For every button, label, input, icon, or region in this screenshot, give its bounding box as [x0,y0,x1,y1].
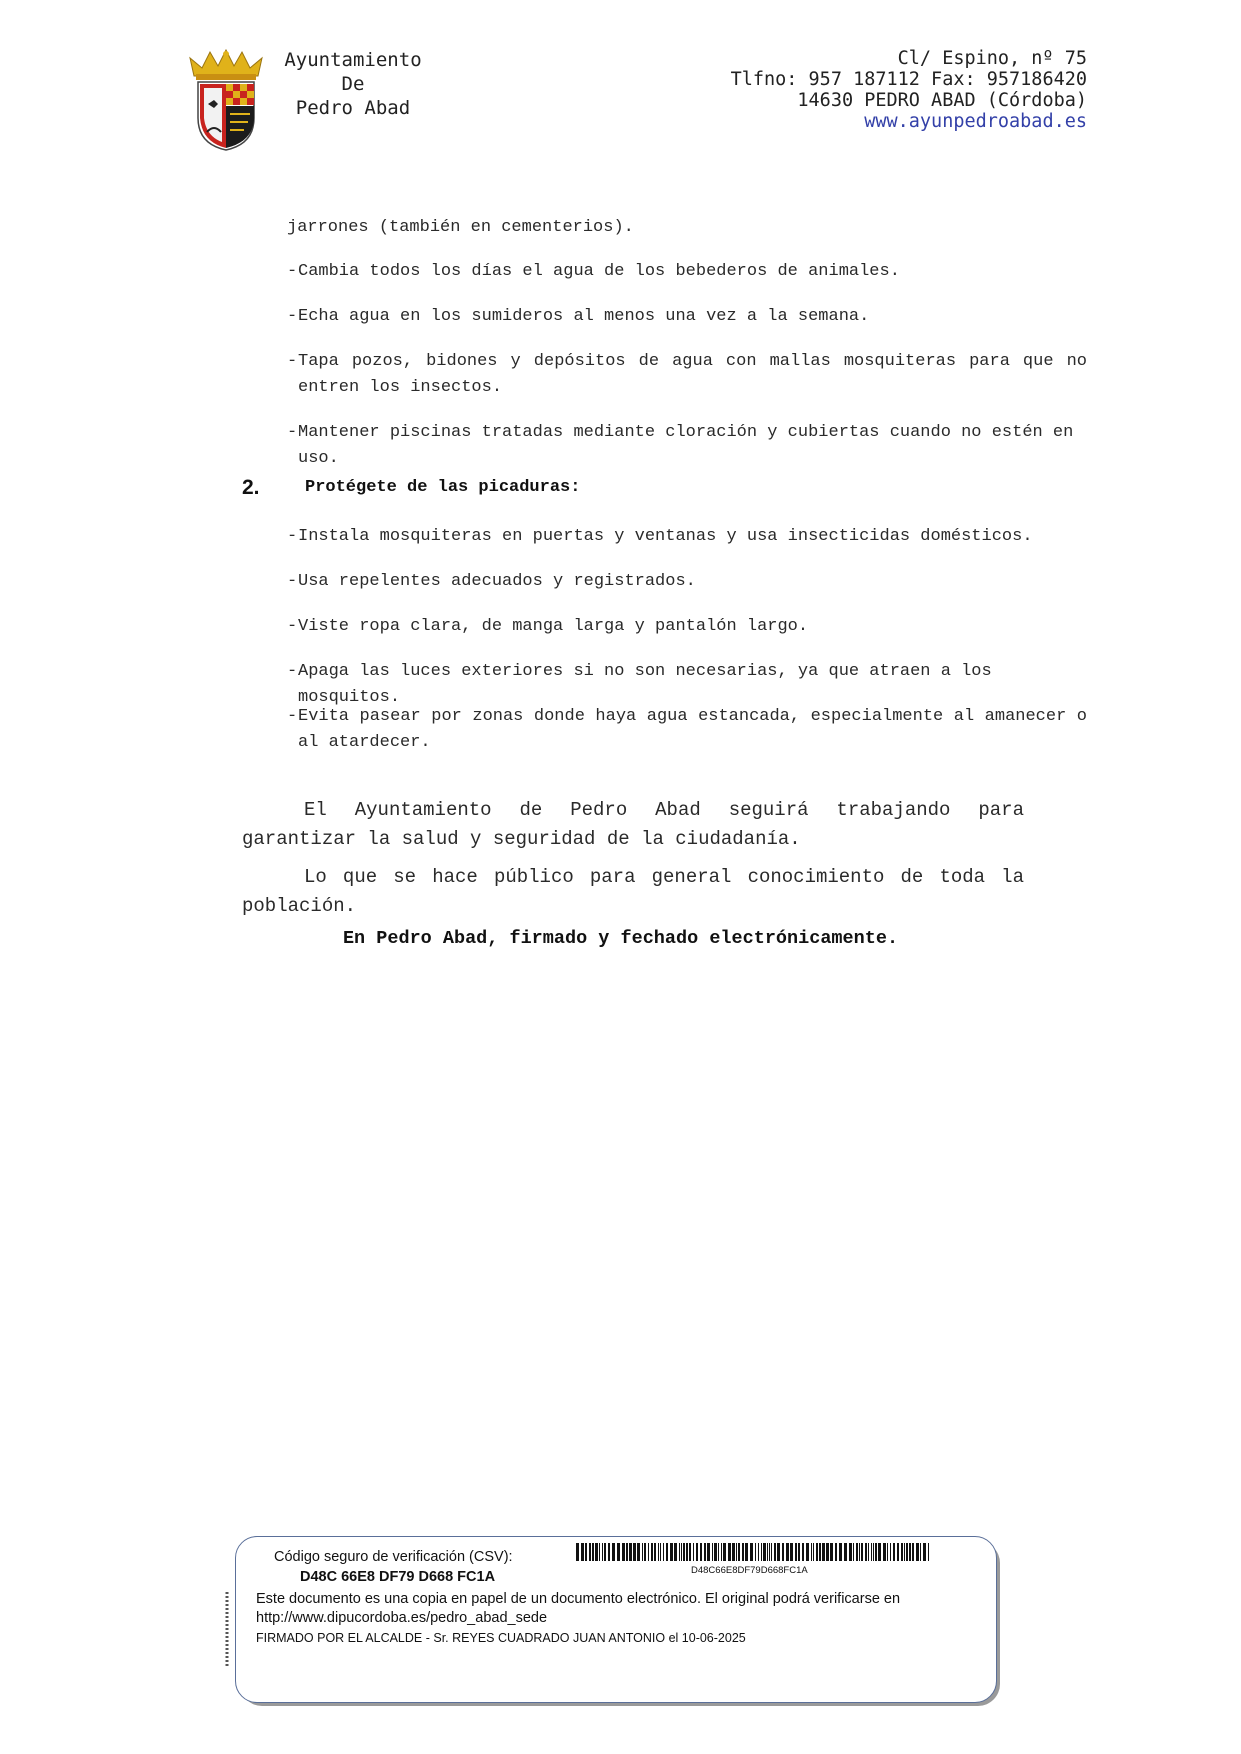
body-paragraph [242,796,1024,854]
section-number: 2. [242,476,260,499]
contact-block [731,48,1087,132]
list-item [287,420,1087,472]
bullet-dash: - [287,352,298,371]
list-item-text: Evita pasear por zonas donde haya agua estancada, especialmente al amanecer o al atardecer. [298,707,1087,752]
bullet-dash: - [287,707,298,726]
csv-label: Código seguro de verificación (CSV): [274,1549,513,1565]
list-item [287,304,1087,330]
list-item-text: Instala mosquiteras en puertas y ventanas y usa insecticidas domésticos. [298,527,1033,546]
paragraph-text: Lo que se hace público para general conocimiento de toda la población. [242,866,1024,917]
list-item-text: Apaga las luces exteriores si no son necesarias, ya que atraen a los mosquitos. [298,662,992,707]
municipality-name [268,48,438,120]
bullet-dash: - [287,662,298,681]
list-item [287,259,1087,285]
section-title: Protégete de las picaduras: [305,478,581,497]
bullet-dash: - [287,527,298,546]
bullet-dash: - [287,307,298,326]
address: Cl/ Espino, nº 75 [897,48,1087,69]
bullet-dash: - [287,572,298,591]
bullet-dash: - [287,423,298,442]
list-item-text: Echa agua en los sumideros al menos una vez a la semana. [298,307,870,326]
list-item [287,524,1087,550]
postal-address: 14630 PEDRO ABAD (Córdoba) [797,90,1087,111]
closing-statement: En Pedro Abad, firmado y fechado electrónicamente. [342,928,899,949]
list-item [287,614,1087,640]
list-item-text: Tapa pozos, bidones y depósitos de agua con mallas mosquiteras para que no entren los insectos. [298,352,1087,397]
bullet-dash: - [287,262,298,281]
verification-url[interactable]: http://www.dipucordoba.es/pedro_abad_sede [256,1610,548,1626]
municipality-line: De [341,73,365,95]
verification-box [235,1536,997,1703]
list-item [287,349,1087,401]
coat-of-arms-icon [186,48,266,152]
list-item-text: Mantener piscinas tratadas mediante cloración y cubiertas cuando no estén en uso. [298,423,1074,468]
list-item [287,704,1087,756]
phone-fax: Tlfno: 957 187112 Fax: 957186420 [730,69,1087,90]
barcode-text: D48C66E8DF79D668FC1A [691,1565,808,1576]
bullet-dash: - [287,617,298,636]
list-item-text: Viste ropa clara, de manga larga y pantalón largo. [298,617,809,636]
signature-line: FIRMADO POR EL ALCALDE - Sr. REYES CUADRADO JUAN ANTONIO el 10-06-2025 [256,1631,746,1645]
side-reference-mark [222,1590,232,1670]
municipality-line: Ayuntamiento [284,49,422,71]
csv-code: D48C 66E8 DF79 D668 FC1A [300,1569,496,1585]
copy-notice: Este documento es una copia en papel de un documento electrónico. El original podrá verificarse en [256,1591,901,1607]
body-paragraph [242,863,1024,921]
list-item [287,569,1087,595]
list-item-text: Usa repelentes adecuados y registrados. [298,572,696,591]
paragraph-text: El Ayuntamiento de Pedro Abad seguirá trabajando para garantizar la salud y seguridad de la ciudadanía. [242,799,1024,850]
municipality-line: Pedro Abad [295,97,411,119]
barcode-icon [576,1543,931,1561]
list-item-text: Cambia todos los días el agua de los bebederos de animales. [298,262,900,281]
website-link[interactable]: www.ayunpedroabad.es [864,111,1087,132]
bullet-continuation: jarrones (también en cementerios). [287,218,634,237]
